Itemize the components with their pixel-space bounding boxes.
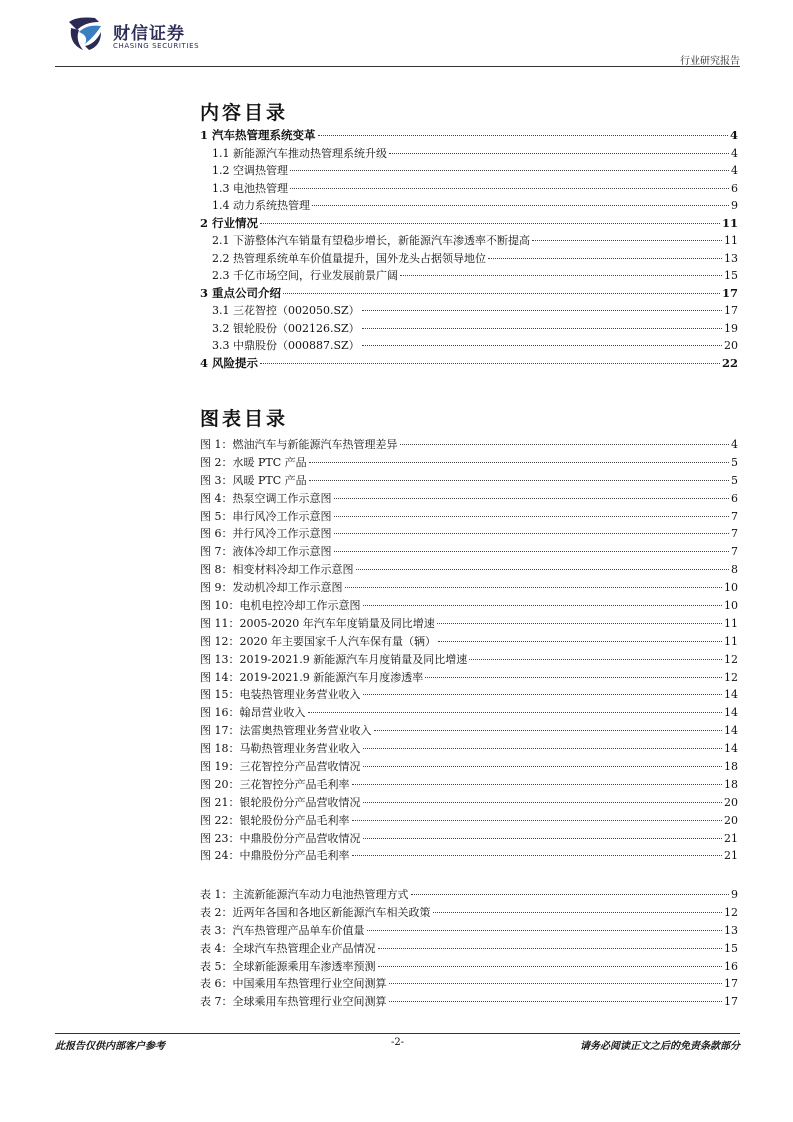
figure-index-entry-label: 图 2：水暖 PTC 产品	[200, 455, 307, 469]
figure-index-entry-page: 7	[731, 527, 738, 541]
dot-leader	[389, 983, 723, 984]
dot-leader	[363, 802, 723, 803]
figure-index-entry[interactable]	[200, 651, 738, 669]
figure-index-entry[interactable]	[200, 615, 738, 633]
toc-entry[interactable]	[200, 197, 738, 215]
figure-index-entry[interactable]	[200, 812, 738, 830]
table-index-entry[interactable]	[200, 940, 738, 958]
table-index-entry-label: 表 7：全球乘用车热管理行业空间测算	[200, 995, 387, 1009]
figure-index-entry[interactable]	[200, 686, 738, 704]
table-index-entry-label: 表 6：中国乘用车热管理行业空间测算	[200, 977, 387, 991]
figure-index-entry[interactable]	[200, 597, 738, 615]
toc-entry-label: 1.2 空调热管理	[212, 164, 288, 177]
figure-index-entry[interactable]	[200, 436, 738, 454]
table-index-entry-page: 15	[724, 941, 738, 955]
dot-leader	[309, 462, 729, 463]
figure-index-entry-label: 图 6：并行风冷工作示意图	[200, 527, 332, 541]
dot-leader	[469, 659, 722, 660]
toc-entry[interactable]	[200, 320, 738, 338]
toc-entry-label: 3.3 中鼎股份（000887.SZ）	[212, 339, 360, 352]
figure-index-entry-label: 图 13：2019-2021.9 新能源汽车月度销量及同比增速	[200, 652, 468, 666]
dot-leader	[363, 605, 723, 606]
figure-index-entry-page: 20	[724, 795, 738, 809]
dot-leader	[488, 258, 722, 259]
dot-leader	[352, 855, 723, 856]
toc-entry[interactable]	[200, 302, 738, 320]
toc-entry-page: 6	[731, 181, 738, 195]
figure-index-heading: 图表目录	[200, 408, 289, 430]
dot-leader	[362, 310, 722, 311]
dot-leader	[374, 730, 723, 731]
table-index-entry-label: 表 2：近两年各国和各地区新能源汽车相关政策	[200, 905, 431, 919]
dot-leader	[260, 363, 720, 364]
figure-index-entry-label: 图 21：银轮股份分产品营收情况	[200, 795, 361, 809]
table-index-entry-page: 12	[724, 905, 738, 919]
dot-leader	[433, 912, 723, 913]
dot-leader	[438, 641, 722, 642]
toc-entry-label: 2.1 下游整体汽车销量有望稳步增长，新能源汽车渗透率不断提高	[212, 234, 530, 247]
figure-index-entry[interactable]	[200, 794, 738, 812]
table-index-entry[interactable]	[200, 886, 738, 904]
toc-list	[200, 127, 738, 372]
toc-heading: 内容目录	[200, 102, 289, 124]
dot-leader	[283, 293, 720, 294]
dot-leader	[312, 205, 729, 206]
dot-leader	[260, 223, 720, 224]
figure-index-entry-label: 图 10：电机电控冷却工作示意图	[200, 599, 361, 613]
figure-index-entry-label: 图 3：风暖 PTC 产品	[200, 473, 307, 487]
table-index-entry-label: 表 5：全球新能源乘用车渗透率预测	[200, 959, 376, 973]
toc-entry-page: 20	[724, 339, 738, 352]
figure-index-entry-page: 14	[724, 688, 738, 702]
figure-index-entry-label: 图 16：翰昂营业收入	[200, 706, 306, 720]
footer-page-number: -2-	[390, 1037, 405, 1048]
toc-entry-label: 1.1 新能源汽车推动热管理系统升级	[212, 146, 387, 160]
toc-entry[interactable]	[200, 180, 738, 198]
toc-entry-label: 2 行业情况	[200, 215, 259, 230]
logo-english-name: CHASING SECURITIES	[113, 42, 200, 50]
toc-entry-label: 2.3 千亿市场空间，行业发展前景广阔	[212, 269, 398, 282]
header-divider	[55, 66, 740, 67]
table-index-entry-page: 17	[724, 977, 738, 991]
figure-index-entry-page: 21	[724, 849, 738, 863]
table-index-entry[interactable]	[200, 958, 738, 976]
figure-index-entry[interactable]	[200, 847, 738, 865]
figure-index-entry-page: 10	[724, 599, 738, 613]
figure-index-entry[interactable]	[200, 490, 738, 508]
table-index-entry-page: 17	[724, 995, 738, 1009]
toc-entry[interactable]	[200, 250, 738, 268]
dot-leader	[532, 240, 722, 241]
dot-leader	[290, 170, 729, 171]
table-index-entry[interactable]	[200, 922, 738, 940]
report-type-label: 行业研究报告	[680, 56, 740, 67]
figure-index-entry-page: 14	[724, 724, 738, 738]
toc-entry-page: 17	[721, 285, 738, 300]
figure-index-entry-page: 11	[724, 616, 738, 630]
figure-index-entry-page: 14	[724, 706, 738, 720]
toc-entry-label: 2.2 热管理系统单车价值量提升，国外龙头占据领导地位	[212, 251, 486, 265]
figure-index-entry-label: 图 12：2020 年主要国家千人汽车保有量（辆）	[200, 634, 436, 648]
toc-entry-page: 4	[731, 164, 738, 177]
figure-index-entry-label: 图 22：银轮股份分产品毛利率	[200, 813, 350, 827]
figure-index-entry-page: 11	[724, 634, 738, 648]
figure-index-entry[interactable]	[200, 525, 738, 543]
toc-entry-label: 1 汽车热管理系统变革	[200, 128, 316, 142]
toc-entry-label: 3.2 银轮股份（002126.SZ）	[212, 321, 360, 335]
dot-leader	[309, 480, 729, 481]
table-index-entry-page: 9	[731, 888, 738, 901]
table-index-entry[interactable]	[200, 993, 738, 1011]
figure-index-entry-page: 18	[724, 760, 738, 774]
figure-index-entry-label: 图 9：发动机冷却工作示意图	[200, 581, 343, 595]
toc-entry[interactable]	[200, 267, 738, 285]
dot-leader	[318, 135, 728, 136]
figure-index-entry-page: 14	[724, 742, 738, 756]
dot-leader	[308, 712, 723, 713]
footer-disclaimer-left: 此报告仅供内部客户参考	[55, 1041, 165, 1052]
figure-index-entry-page: 12	[724, 652, 738, 666]
figure-index-entry-page: 7	[731, 509, 738, 523]
figure-index-entry-label: 图 7：液体冷却工作示意图	[200, 545, 332, 559]
dot-leader	[367, 930, 723, 931]
page-header	[55, 10, 740, 66]
figure-index-entry-label: 图 15：电装热管理业务营业收入	[200, 688, 361, 702]
figure-index-entry-page: 4	[731, 438, 738, 451]
dot-leader	[334, 516, 730, 517]
dot-leader	[334, 551, 730, 552]
figure-index-entry-label: 图 1：燃油汽车与新能源汽车热管理差异	[200, 438, 398, 451]
toc-entry-page: 11	[721, 215, 738, 230]
toc-entry[interactable]	[200, 355, 738, 373]
figure-index-entry[interactable]	[200, 633, 738, 651]
figure-index-entry-label: 图 14：2019-2021.9 新能源汽车月度渗透率	[200, 670, 424, 684]
dot-leader	[400, 444, 730, 445]
toc-entry[interactable]	[200, 215, 738, 233]
toc-entry-page: 4	[729, 128, 738, 142]
toc-entry-label: 3.1 三花智控（002050.SZ）	[212, 304, 360, 317]
figure-index-entry-label: 图 23：中鼎股份分产品营收情况	[200, 831, 361, 845]
logo-chinese-name: 财信证券	[113, 24, 185, 44]
figure-index-entry[interactable]	[200, 722, 738, 740]
footer-divider	[55, 1033, 740, 1034]
dot-leader	[389, 153, 729, 154]
figure-index-entry-page: 8	[731, 563, 738, 577]
figure-index-entry-label: 图 11：2005-2020 年汽车年度销量及同比增速	[200, 616, 435, 630]
toc-entry-page: 15	[724, 269, 738, 282]
dot-leader	[437, 623, 722, 624]
dot-leader	[290, 188, 729, 189]
toc-entry-page: 13	[724, 251, 738, 265]
dot-leader	[400, 275, 722, 276]
toc-entry-page: 19	[724, 321, 738, 335]
dot-leader	[389, 1001, 723, 1002]
dot-leader	[425, 677, 722, 678]
figure-index-entry-label: 图 5：串行风冷工作示意图	[200, 509, 332, 523]
figure-index-entry-label: 图 4：热泵空调工作示意图	[200, 491, 332, 505]
company-logo	[65, 14, 245, 58]
table-index-entry[interactable]	[200, 975, 738, 993]
table-index-list	[200, 886, 738, 1011]
figure-index-entry-page: 5	[731, 473, 738, 487]
toc-entry-label: 4 风险提示	[200, 355, 259, 370]
toc-entry[interactable]	[200, 127, 738, 145]
figure-index-entry-page: 20	[724, 813, 738, 827]
table-index-entry-label: 表 3：汽车热管理产品单车价值量	[200, 923, 365, 937]
table-index-entry-label: 表 4：全球汽车热管理企业产品情况	[200, 941, 376, 955]
figure-index-entry-page: 6	[731, 491, 738, 505]
figure-index-entry[interactable]	[200, 758, 738, 776]
dot-leader	[334, 498, 730, 499]
figure-index-entry[interactable]	[200, 454, 738, 472]
toc-entry-label: 3 重点公司介绍	[200, 285, 282, 300]
figure-index-entry[interactable]	[200, 704, 738, 722]
toc-entry-page: 11	[724, 234, 738, 247]
toc-entry-page: 22	[721, 355, 738, 370]
dot-leader	[334, 533, 730, 534]
figure-index-entry-label: 图 19：三花智控分产品营收情况	[200, 760, 361, 774]
figure-index-entry[interactable]	[200, 508, 738, 526]
figure-index-entry-page: 10	[724, 581, 738, 595]
dot-leader	[362, 328, 722, 329]
figure-index-entry-label: 图 8：相变材料冷却工作示意图	[200, 563, 354, 577]
dot-leader	[363, 748, 723, 749]
figure-index-entry-label: 图 24：中鼎股份分产品毛利率	[200, 849, 350, 863]
dot-leader	[411, 894, 730, 895]
figure-index-entry-page: 5	[731, 455, 738, 469]
dot-leader	[378, 948, 723, 949]
toc-entry-page: 4	[731, 146, 738, 160]
figure-index-entry-page: 12	[724, 670, 738, 684]
toc-entry-label: 1.4 动力系统热管理	[212, 199, 310, 212]
footer-disclaimer-right: 请务必阅读正文之后的免责条款部分	[580, 1041, 740, 1052]
figure-index-entry[interactable]	[200, 561, 738, 579]
figure-index-entry[interactable]	[200, 776, 738, 794]
toc-entry[interactable]	[200, 285, 738, 303]
dot-leader	[352, 784, 723, 785]
toc-entry[interactable]	[200, 162, 738, 180]
figure-index-entry-label: 图 17：法雷奥热管理业务营业收入	[200, 724, 372, 738]
figure-index-list	[200, 436, 738, 865]
table-index-entry-page: 13	[724, 923, 738, 937]
figure-index-entry[interactable]	[200, 579, 738, 597]
figure-index-entry[interactable]	[200, 669, 738, 687]
figure-index-entry[interactable]	[200, 740, 738, 758]
table-index-entry-page: 16	[724, 959, 738, 973]
table-index-entry[interactable]	[200, 904, 738, 922]
logo-mark-icon	[65, 14, 105, 54]
figure-index-entry-page: 21	[724, 831, 738, 845]
dot-leader	[345, 587, 723, 588]
figure-index-entry-page: 18	[724, 777, 738, 791]
toc-entry[interactable]	[200, 145, 738, 163]
figure-index-entry-page: 7	[731, 545, 738, 559]
figure-index-entry-label: 图 20：三花智控分产品毛利率	[200, 777, 350, 791]
figure-index-entry[interactable]	[200, 830, 738, 848]
toc-entry-label: 1.3 电池热管理	[212, 181, 288, 195]
toc-entry[interactable]	[200, 337, 738, 355]
figure-index-entry[interactable]	[200, 472, 738, 490]
dot-leader	[363, 694, 723, 695]
page-footer	[55, 1037, 740, 1053]
dot-leader	[363, 838, 723, 839]
toc-entry-page: 9	[731, 199, 738, 212]
table-index-entry-label: 表 1：主流新能源汽车动力电池热管理方式	[200, 888, 409, 901]
dot-leader	[356, 569, 730, 570]
toc-entry-page: 17	[724, 304, 738, 317]
figure-index-entry[interactable]	[200, 543, 738, 561]
dot-leader	[363, 766, 723, 767]
toc-entry[interactable]	[200, 232, 738, 250]
figure-index-entry-label: 图 18：马勒热管理业务营业收入	[200, 742, 361, 756]
dot-leader	[352, 820, 723, 821]
dot-leader	[362, 345, 722, 346]
dot-leader	[378, 966, 723, 967]
